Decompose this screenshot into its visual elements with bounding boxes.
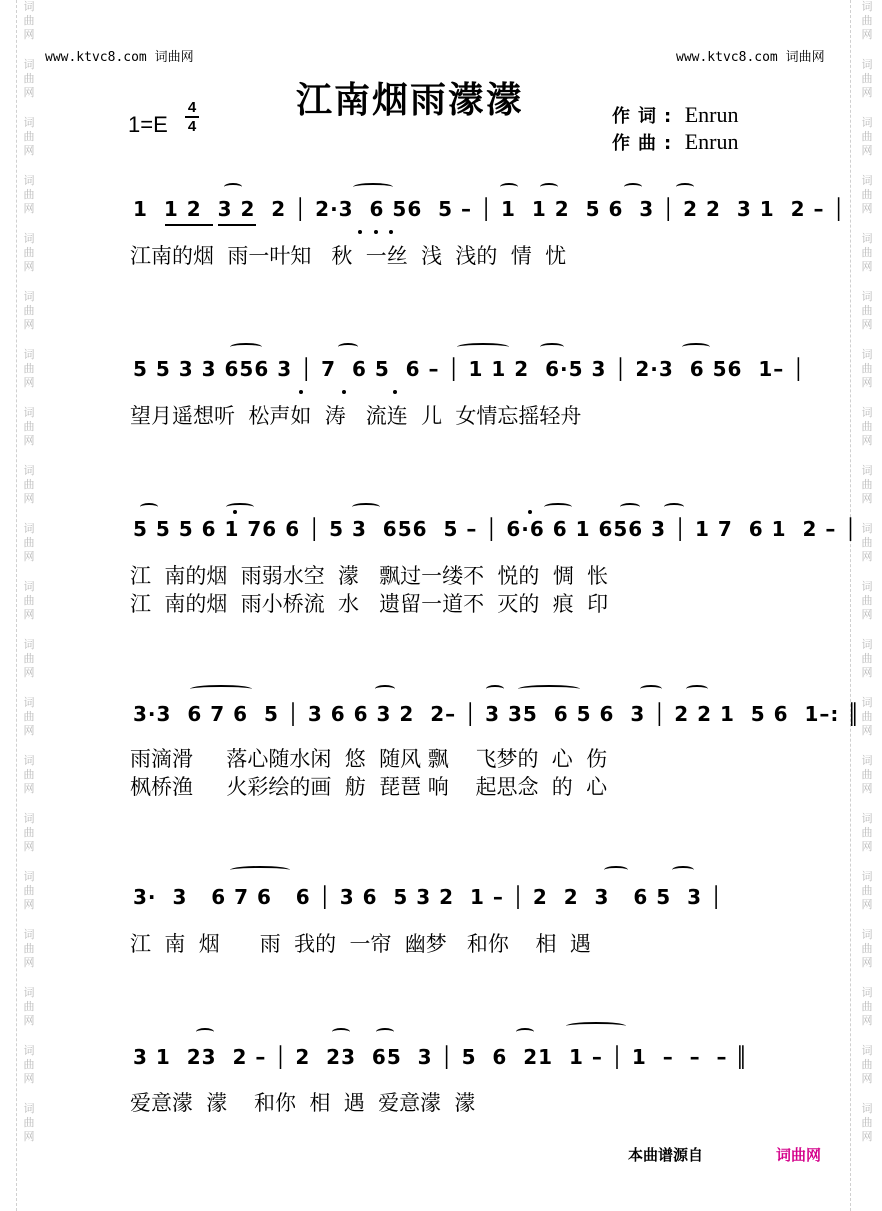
source-site-link[interactable]: 词曲网 bbox=[776, 1146, 822, 1164]
slur-mark bbox=[540, 183, 558, 191]
slur-mark bbox=[672, 866, 694, 874]
slur-mark bbox=[352, 503, 380, 511]
slur-mark bbox=[486, 685, 504, 693]
watermark-text: 词曲网 bbox=[23, 116, 35, 157]
lower-octave-dot bbox=[358, 230, 362, 234]
right-dashed-border bbox=[850, 0, 851, 1211]
slur-mark bbox=[224, 183, 242, 191]
slur-mark bbox=[540, 343, 564, 351]
watermark-text: 词曲网 bbox=[861, 1044, 873, 1085]
slur-mark bbox=[226, 503, 254, 511]
watermark-text: 词曲网 bbox=[23, 986, 35, 1027]
watermark-text: 词曲网 bbox=[861, 406, 873, 447]
slur-mark bbox=[604, 866, 628, 874]
source-label: 本曲谱源自 bbox=[628, 1146, 704, 1164]
watermark-text: 词曲网 bbox=[23, 464, 35, 505]
slur-mark bbox=[375, 685, 395, 693]
notation-line-4: 3·3 6 7 6 5 │ 3 6 6 3 2 2– │ 3 35 6 5 6 3 │ 2 2 1 5 6 1–: ║ bbox=[133, 702, 861, 726]
watermark-text: 词曲网 bbox=[861, 116, 873, 157]
site-url-left[interactable]: www.ktvc8.com 词曲网 bbox=[45, 50, 194, 65]
slur-mark bbox=[664, 503, 684, 511]
beam-underline bbox=[165, 224, 213, 226]
watermark-text: 词曲网 bbox=[23, 754, 35, 795]
watermark-text: 词曲网 bbox=[861, 174, 873, 215]
slur-mark bbox=[624, 183, 642, 191]
watermark-text: 词曲网 bbox=[23, 928, 35, 969]
lyric-line-3b: 江 南的烟 雨小桥流 水 遗留一道不 灭的 痕 印 bbox=[130, 592, 609, 616]
lyric-line-1: 江南的烟 雨一叶知 秋 一丝 浅 浅的 情 忧 bbox=[130, 244, 567, 268]
slur-mark bbox=[230, 866, 290, 874]
watermark-text: 词曲网 bbox=[23, 1102, 35, 1143]
left-dashed-border bbox=[16, 0, 17, 1211]
slur-mark bbox=[353, 183, 393, 191]
watermark-text: 词曲网 bbox=[23, 58, 35, 99]
watermark-text: 词曲网 bbox=[861, 348, 873, 389]
slur-mark bbox=[682, 343, 710, 351]
notation-line-5: 3· 3 6 7 6 6 │ 3 6 5 3 2 1 – │ 2 2 3 6 5 3 │ bbox=[133, 885, 723, 909]
watermark-text: 词曲网 bbox=[861, 754, 873, 795]
slur-mark bbox=[518, 685, 580, 693]
watermark-text: 词曲网 bbox=[861, 870, 873, 911]
lower-octave-dot bbox=[389, 230, 393, 234]
lower-octave-dot bbox=[342, 390, 346, 394]
watermark-text: 词曲网 bbox=[861, 232, 873, 273]
song-title: 江南烟雨濛濛 bbox=[296, 80, 525, 121]
slur-mark bbox=[640, 685, 662, 693]
lyric-line-4a: 雨滴滑 落心随水闲 悠 随风 飘 飞梦的 心 伤 bbox=[130, 747, 608, 771]
lyricist-credit bbox=[612, 102, 738, 128]
slur-mark bbox=[544, 503, 572, 511]
left-watermark-column bbox=[22, 0, 38, 1211]
watermark-text: 词曲网 bbox=[23, 1044, 35, 1085]
watermark-text: 词曲网 bbox=[23, 696, 35, 737]
slur-mark bbox=[196, 1028, 214, 1036]
watermark-text: 词曲网 bbox=[861, 1102, 873, 1143]
composer-label: 作曲: bbox=[612, 133, 680, 154]
slur-mark bbox=[516, 1028, 534, 1036]
lyric-line-6: 爱意濛 濛 和你 相 遇 爱意濛 濛 bbox=[130, 1091, 476, 1115]
watermark-text: 词曲网 bbox=[23, 290, 35, 331]
notation-line-6: 3 1 23 2 – │ 2 23 65 3 │ 5 6 21 1 – │ 1 – – – ║ bbox=[133, 1045, 749, 1069]
watermark-text: 词曲网 bbox=[861, 812, 873, 853]
slur-mark bbox=[566, 1022, 626, 1030]
key-signature: 1=E bbox=[128, 112, 168, 137]
slur-mark bbox=[190, 685, 252, 693]
slur-mark bbox=[376, 1028, 394, 1036]
slur-mark bbox=[500, 183, 518, 191]
slur-mark bbox=[332, 1028, 350, 1036]
watermark-text: 词曲网 bbox=[861, 986, 873, 1027]
watermark-text: 词曲网 bbox=[23, 0, 35, 41]
time-signature bbox=[185, 100, 199, 134]
slur-mark bbox=[676, 183, 694, 191]
lyric-line-3a: 江 南的烟 雨弱水空 濛 飘过一缕不 悦的 惆 怅 bbox=[130, 564, 609, 588]
slur-mark bbox=[140, 503, 158, 511]
slur-mark bbox=[230, 343, 262, 351]
lyric-line-5: 江 南 烟 雨 我的 一帘 幽梦 和你 相 遇 bbox=[130, 932, 591, 956]
lyric-line-4b: 枫桥渔 火彩绘的画 舫 琵琶 响 起思念 的 心 bbox=[130, 775, 608, 799]
watermark-text: 词曲网 bbox=[861, 928, 873, 969]
lower-octave-dot bbox=[374, 230, 378, 234]
lower-octave-dot bbox=[393, 390, 397, 394]
notation-line-2: 5 5 3 3 656 3 │ 7 6 5 6 – │ 1 1 2 6·5 3 │ 2·3 6 56 1– │ bbox=[133, 357, 806, 381]
site-url-right[interactable]: www.ktvc8.com 词曲网 bbox=[676, 50, 825, 65]
watermark-text: 词曲网 bbox=[861, 58, 873, 99]
watermark-text: 词曲网 bbox=[23, 348, 35, 389]
notation-line-3: 5 5 5 6 1 76 6 │ 5 3 656 5 – │ 6·6 6 1 656 3 │ 1 7 6 1 2 – │ bbox=[133, 517, 858, 541]
composer-name: Enrun bbox=[684, 129, 739, 154]
lyric-line-2: 望月遥想听 松声如 涛 流连 儿 女情忘摇轻舟 bbox=[130, 404, 582, 428]
notation-line-1: 1 1 2 3 2 2 │ 2·3 6 56 5 – │ 1 1 2 5 6 3 │ 2 2 3 1 2 – │ bbox=[133, 197, 846, 221]
watermark-text: 词曲网 bbox=[861, 580, 873, 621]
watermark-text: 词曲网 bbox=[861, 638, 873, 679]
lower-octave-dot bbox=[299, 390, 303, 394]
watermark-text: 词曲网 bbox=[23, 638, 35, 679]
lyricist-name: Enrun bbox=[684, 102, 739, 127]
watermark-text: 词曲网 bbox=[23, 870, 35, 911]
watermark-text: 词曲网 bbox=[861, 290, 873, 331]
watermark-text: 词曲网 bbox=[861, 522, 873, 563]
beam-underline bbox=[218, 224, 256, 226]
watermark-text: 词曲网 bbox=[23, 580, 35, 621]
watermark-text: 词曲网 bbox=[23, 812, 35, 853]
upper-octave-dot bbox=[233, 510, 237, 514]
watermark-text: 词曲网 bbox=[23, 174, 35, 215]
watermark-text: 词曲网 bbox=[23, 232, 35, 273]
lyricist-label: 作词: bbox=[612, 106, 680, 127]
time-signature-top: 4 bbox=[187, 99, 197, 116]
watermark-text: 词曲网 bbox=[861, 696, 873, 737]
slur-mark bbox=[686, 685, 708, 693]
watermark-text: 词曲网 bbox=[23, 522, 35, 563]
watermark-text: 词曲网 bbox=[861, 0, 873, 41]
watermark-text: 词曲网 bbox=[861, 464, 873, 505]
upper-octave-dot bbox=[528, 510, 532, 514]
slur-mark bbox=[338, 343, 358, 351]
right-watermark-column bbox=[860, 0, 876, 1211]
composer-credit bbox=[612, 129, 738, 155]
slur-mark bbox=[457, 343, 509, 351]
time-signature-bottom: 4 bbox=[187, 118, 197, 135]
watermark-text: 词曲网 bbox=[23, 406, 35, 447]
slur-mark bbox=[620, 503, 640, 511]
